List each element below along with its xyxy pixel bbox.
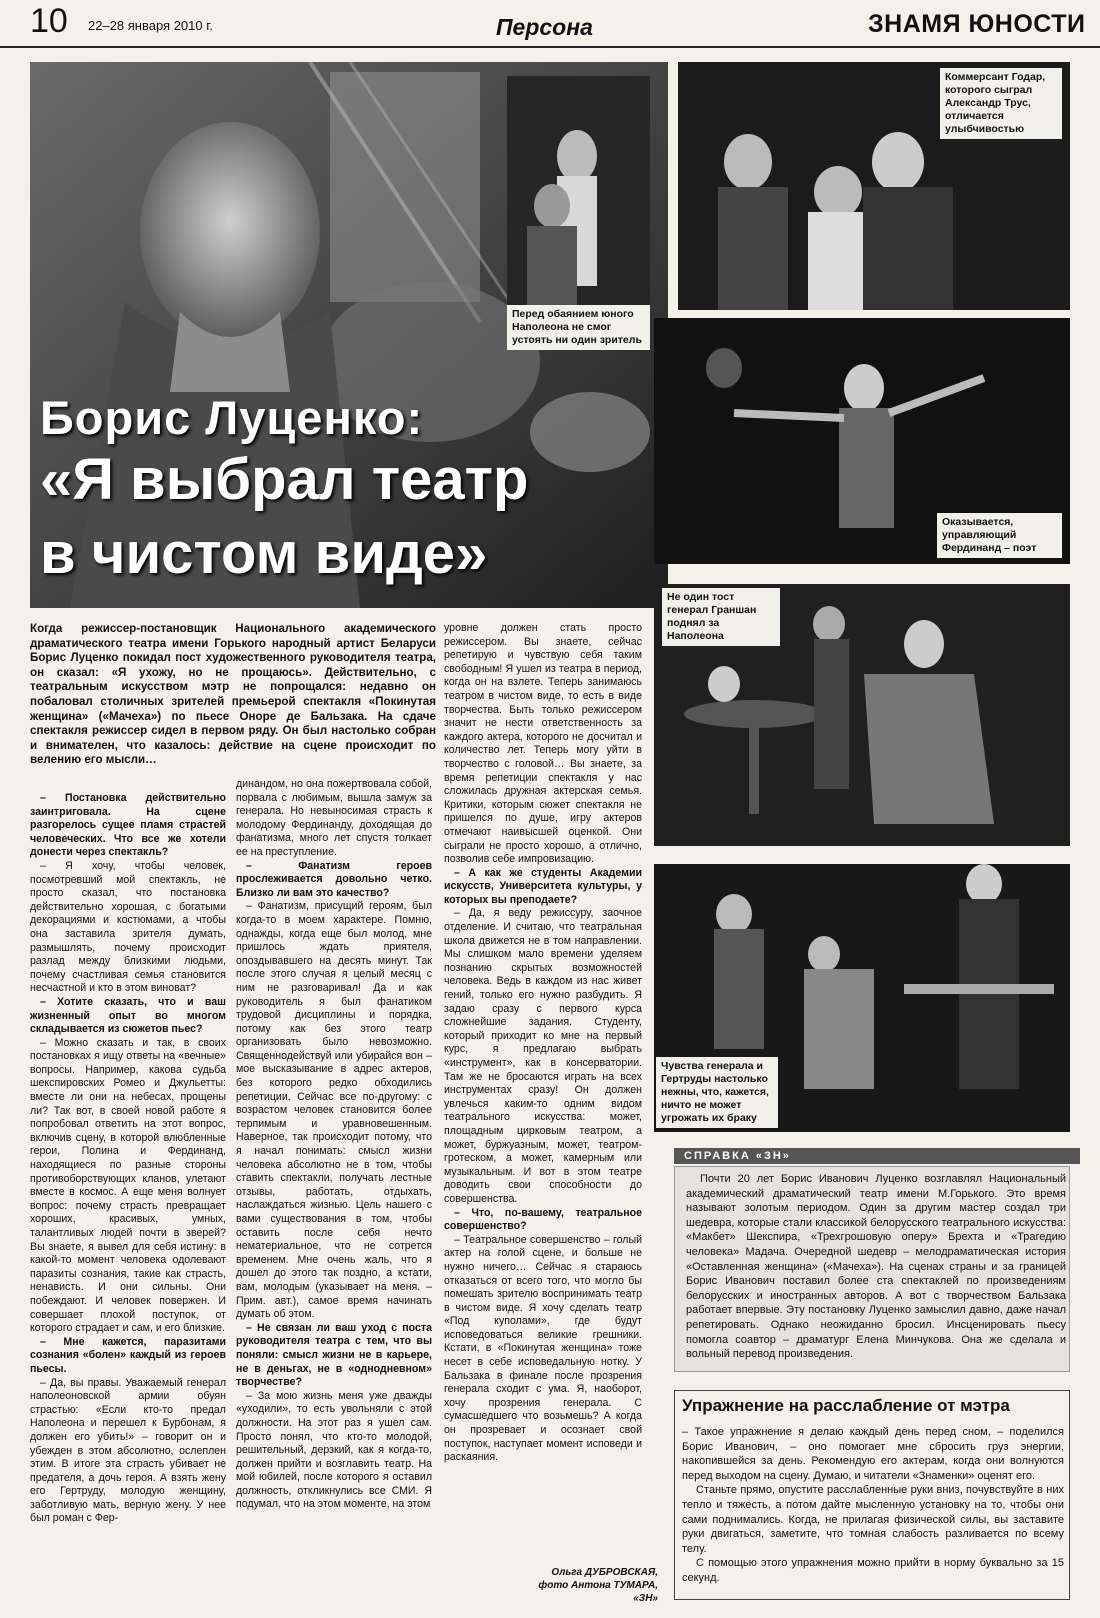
article-column-3: [444, 622, 642, 1465]
column-paragraph: – За мою жизнь меня уже дважды «уходили», то есть увольняли с этой должности. На этот раз я ушел сам. Просто понял, что кто-то молодой, решительный, дерзкий, как я когда-то, должен прийти и возглавить театр. На мой юбилей, после которого я оставил должность, откликнулись все СМИ. Я подумал, что на этом моменте, на этом: [236, 1389, 432, 1511]
column-paragraph: – Фанатизм героев прослеживается довольно четко. Близко ли вам это качество?: [236, 859, 432, 899]
column-paragraph: – Мне кажется, паразитами сознания «болен» каждый из героев пьесы.: [30, 1335, 226, 1375]
column-paragraph: – Что, по-вашему, театральное совершенство?: [444, 1206, 642, 1233]
exercise-title: Упражнение на расслабление от мэтра: [682, 1396, 1010, 1415]
article-signature: [530, 1566, 658, 1605]
column-paragraph: – Постановка действительно заинтриговала. На сцене разгорелось сущее пламя страстей человеческих. Что все же хотели донести через спектакль?: [30, 792, 226, 859]
column-paragraph: – Фанатизм, присущий героям, был когда-то в моем характере. Помню, однажды, когда еще был молод, мне пришлось ждать приятеля, опоздывавшего на десять минут. Так после этого случая я целый месяц с ним не разговаривал! Да и как руководитель я был фанатиком трудовой дисциплины и порядка, потому как без этого театр организовать было невозможно. Священнодействуй или убирайся вон – мое высказывание в адрес актеров, без которого редко обходились репетиции. Сейчас все по-другому: с возрастом человек становится более терпимым и уравновешенным. Наверное, так происходит потому, что я начал понимать: смысл жизни человека абсолютно не в том, чтобы ставить спектакли, получать лестные отзывы, работать, отдыхать, наслаждаться жизнью. Цель нашего с вами существования в том, чтобы оставить после себя нечто нематериальное, что не сотрется временем. Мне очень жаль, что я дошел до этого так поздно, а кстати, вам, молодым (указывает на меня. – Прим. авт.), самое время начинать думать об этом.: [236, 900, 432, 1321]
caption-2: Коммерсант Годар, которого сыграл Александр Трус, отличается улыбчивостью: [940, 68, 1062, 139]
article-column-1: [30, 792, 226, 1526]
column-paragraph: – Можно сказать и так, в своих постановках я ищу ответы на «вечные» вопросы. Например, какова судьба шекспировских Ромео и Джульетты: вместе ли они на небесах, прощены ли? Так вот, в своей новой работе я попробовал ответить на этот вопрос, включив сцену, в которой влюбленные герои, Полина и Фердинанд, находящиеся по разные стороны противоборствующих кланов, улетают вместе в космос. А еще меня волнует вопрос: почему страсть превращает хороших, красивых, умных, талантливых людей почти в зверей? Вы знаете, я вывел для себя истину: в какой-то момент человека одолевают паразиты сознания, такие как страсть, ненависть. И они сильны. Они побеждают. И человек повержен. И совершает плохой поступок, от которого страдает и сам, и его близкие.: [30, 1036, 226, 1335]
exercise-paragraph: Станьте прямо, опустите расслабленные руки вниз, почувствуйте в них тепло и тяжесть, а потом дайте мысленную установку на то, чтобы они сами поднимались. Когда, не прилагая физической силы, вы заставите руки двигаться, заметите, что томная слабость разливается по всему телу.: [682, 1484, 1064, 1555]
column-paragraph: – Театральное совершенство – голый актер на голой сцене, и больше не нужно ничего… Сейчас я стараюсь отказаться от всего того, что могло бы помешать зрителю воспринимать театр в чистом виде. Я хочу сделать театр «Под куполами», где будут исповедоваться великие грешники. Кстати, в «Покинутая женщина» тоже несет в себе исповедальную нотку. У Бальзака в финале после прозрения генерала сходит с ума. Я, наоборот, хочу прозрения генерала. С сумасшедшего что возьмешь? А когда он прозревает и осознает свой поступок, наступает момент исповеди и раскаяния.: [444, 1233, 642, 1464]
caption-1: Перед обаянием юного Наполеона не смог устоять ни один зритель: [507, 305, 650, 350]
stage-photo-napoleon: [507, 76, 650, 350]
exercise-text: [682, 1425, 1064, 1586]
headline-line-2: «Я выбрал театр: [40, 447, 529, 512]
exercise-paragraph: – Такое упражнение я делаю каждый день перед сном, – поделился Борис Иванович, – оно помогает мне сбросить груз энергии, накопившейся за день. Рекомендую его актерам, когда они волнуются перед выходом на сцену. Думаю, и читатели «Знаменки» оценят его.: [682, 1426, 1064, 1482]
stage-photo-gertruda: [654, 864, 1070, 1132]
exercise-paragraph: С помощью этого упражнения можно прийти в норму буквально за 15 секунд.: [682, 1557, 1064, 1584]
column-paragraph: – А как же студенты Академии искусств, Университета культуры, у которых вы преподаете?: [444, 866, 642, 906]
headline-line-1: Борис Луценко:: [40, 391, 424, 444]
column-paragraph: – Да, вы правы. Уважаемый генерал наполеоновской армии обуян страстью: «Если кто-то предал Наполеона и перешел к Бурбонам, я должен его убить!» – говорит он и убежден в этом абсолютно, ослеплен этим. В итоге эта страсть убивает не предателя, а дочь героя. А взять жену его Гертруду, молодую женщину, заботливую мать, верную жену. У нее был роман с Фер-: [30, 1376, 226, 1525]
issue-date: 22–28 января 2010 г.: [88, 18, 214, 33]
spravka-text: Почти 20 лет Борис Иванович Луценко возглавлял Национальный академический драматический театр имени М.Горького. Это время называют золотым периодом. Один за другим мастер создал три шедевра, которые стали классикой белорусского театрального искусства: «Макбет» Шекспира, «Трехгрошовую оперу» Брехта и «Трагедию человека» Мадача. Очередной шедевр – мелодраматическая история «Оставленная женщина» («Мачеха»). На сценах страны и за границей Борис Иванович поставил более ста спектаклей по произведениям белорусских и иностранных авторов. А вот с творчеством Бальзака работает впервые. Эту постановку Луценко замыслил давно, даже начал репетировать. Однако неожиданно бросил. Инсценировать пьесу помогла соавтор – драматург Елена Минчукова. Она же сделала и вольный перевод произведения.: [686, 1173, 1066, 1361]
column-paragraph: – Хотите сказать, что и ваш жизненный опыт во многом складывается из сюжетов пьес?: [30, 995, 226, 1036]
rubric-title: Персона: [496, 14, 593, 40]
newspaper-name: ЗНАМЯ ЮНОСТИ: [868, 10, 1086, 38]
article-lead: Когда режиссер-постановщик Национального академического драматического театра имени Горького народный артист Беларуси Борис Луценко покидал пост художественного руководителя театра, он сказал: «Я ухожу, но не прощаюсь». Действительно, с театральным искусством мэтр не попрощался: недавно он побаловал столичных зрителей премьерой спектакля «Покинутая женщина» («Мачеха») по пьесе Оноре де Бальзака. На сдаче спектакля режиссер сидел в первом ряду. Он был настолько собран и внимателен, что казалось: действие на сцене происходит по велению его мысли…: [30, 622, 436, 767]
column-paragraph: уровне должен стать просто режиссером. Вы знаете, сейчас репетирую и чувствую себя таким свободным! Я ушел из театра в период, когда он на взлете. Теперь занимаюсь театром в чистом виде, то есть в виде творчества. Быть только режиссером значит не нести ответственность за каждого актера, которого не досчитал и количество лет. Теперь могу уйти в творчество с головой… Вы знаете, за время репетиции спектакля у нас сложилась дружная актерская семья. Критики, которым сюжет спектакля не пришелся по душе, игру актеров отмечают наивысшей оценкой. Они сыграли не просто хорошо, а отлично, позволив себе импровизацию.: [444, 622, 642, 866]
page-number: 10: [30, 2, 68, 40]
author-name: Ольга ДУБРОВСКАЯ,: [551, 1567, 658, 1578]
spravka-header: СПРАВКА «ЗН»: [674, 1148, 1080, 1164]
photographer-credit: фото Антона ТУМАРА, «ЗН»: [538, 1580, 658, 1604]
stage-photo-ferdinand: [654, 318, 1070, 564]
article-column-2: [236, 778, 432, 1512]
column-paragraph: – Я хочу, чтобы человек, посмотревший мой спектакль, не просто сказал, что постановка действительно хорошая, с богатыми декорациями и костюмами, а чтобы она заставила зрителя думать, размышлять, почему происходит разлад между близкими людьми, почему счастливая семья становится несчастной и кто в этом виноват?: [30, 859, 226, 995]
headline-line-3: в чистом виде»: [40, 521, 488, 586]
stage-photo-godar: [678, 62, 1070, 310]
caption-3: Оказывается, управляющий Фердинанд – поэт: [937, 513, 1062, 558]
column-paragraph: – Да, я веду режиссуру, заочное отделение. И считаю, что театральная школа движется не в том направлении. Мы слишком мало времени уделяем познанию скрытых возможностей человека. Ведь в каждом из нас живет гений, только его нужно разбудить. Я задаю сразу с первого курса сложнейшие задания. Студенту, который приходит ко мне на первый курс, я предлагаю выбрать «инструмент», как в консерватории. Там же не бросаются играть на всех инструментах сразу! Он должен увлечься каким-то одним видом театрального искусства: может, площадным цирковым театром, а может, буржуазным, может, театром-гротеском, а может, камерным или музыкальным. И вот в этом театре доводить свои способности до совершенства.: [444, 907, 642, 1205]
stage-photo-granshan: [654, 584, 1070, 846]
column-paragraph: динандом, но она пожертвовала собой, порвала с любимым, вышла замуж за генерала. Но невыносимая страсть к молодому Фердинанду, доходящая до фанатизма, много лет спустя толкает ее на преступление.: [236, 778, 432, 858]
caption-4: Не один тост генерал Граншан поднял за Наполеона: [662, 588, 780, 646]
caption-5: Чувства генерала и Гертруды настолько нежны, что, кажется, ничто не может угрожать их браку: [656, 1057, 778, 1128]
column-paragraph: – Не связан ли ваш уход с поста руководителя театра с тем, что вы поняли: смысл жизни не в карьере, не в деньгах, не в «однодневном» творчестве?: [236, 1321, 432, 1389]
